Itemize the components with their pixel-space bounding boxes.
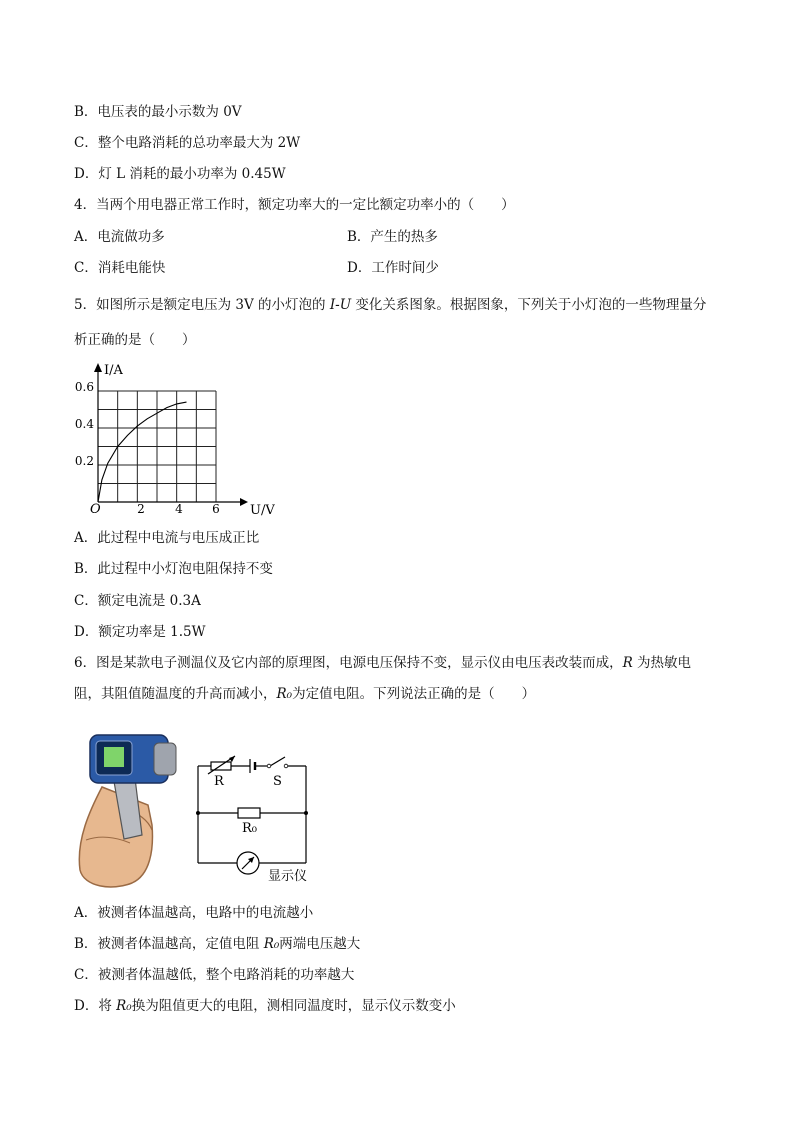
gun-sensor — [154, 743, 176, 775]
y-tick-label: 0.6 — [74, 380, 94, 394]
q4-stem: 4．当两个用电器正常工作时，额定功率大的一定比额定功率小的（ ） — [74, 197, 515, 213]
q6-stem: 6．图是某款电子测温仪及它内部的原理图，电源电压保持不变，显示仪由电压表改装而成，R 为热敏电 — [74, 655, 692, 671]
switch-s — [270, 757, 285, 766]
q6-option-c: C．被测者体温越低，整个电路消耗的功率越大 — [74, 967, 355, 983]
label-s: S — [273, 774, 282, 789]
q4-option-c: C．消耗电能快 — [74, 260, 166, 276]
q4-option-b: B．产生的热多 — [347, 229, 438, 245]
q6-option-a: A．被测者体温越高，电路中的电流越小 — [74, 905, 314, 921]
q5-option-d: D．额定功率是 1.5W — [74, 624, 206, 640]
q6-option-b: B．被测者体温越高，定值电阻 R₀两端电压越大 — [74, 936, 361, 952]
q4-option-d: D．工作时间少 — [347, 260, 439, 276]
x-axis-arrow — [240, 498, 248, 506]
q5-option-b: B．此过程中小灯泡电阻保持不变 — [74, 561, 273, 577]
y-tick-label: 0.2 — [74, 454, 94, 468]
origin-label: O — [90, 502, 101, 517]
y-axis-label: I/A — [104, 363, 123, 378]
graph-grid — [98, 391, 216, 502]
iu-graph — [70, 358, 275, 523]
iu-curve — [98, 402, 187, 502]
label-display: 显示仪 — [268, 869, 308, 884]
circuit-diagram — [190, 752, 325, 884]
q4-option-a: A．电流做功多 — [74, 229, 165, 245]
q3-option-b: B．电压表的最小示数为 0V — [74, 104, 242, 120]
q3-option-d: D．灯 L 消耗的最小功率为 0.45W — [74, 166, 286, 182]
x-tick-label: 6 — [212, 502, 220, 516]
gun-display — [104, 747, 124, 767]
x-tick-label: 4 — [175, 502, 183, 516]
y-tick-label: 0.4 — [74, 417, 94, 431]
thermometer-gun-image — [72, 725, 182, 895]
q5-stem-line2: 析正确的是（ ） — [74, 332, 196, 348]
q3-option-c: C．整个电路消耗的总功率最大为 2W — [74, 135, 301, 151]
resistor-r0 — [238, 808, 260, 818]
q5-option-c: C．额定电流是 0.3A — [74, 593, 201, 609]
label-r0: R₀ — [242, 821, 257, 836]
q6-option-d: D．将 R₀换为阻值更大的电阻，测相同温度时，显示仪示数变小 — [74, 998, 456, 1014]
x-tick-label: 2 — [137, 502, 145, 516]
x-axis-label: U/V — [250, 503, 275, 518]
label-r: R — [214, 774, 224, 789]
q5-option-a: A．此过程中电流与电压成正比 — [74, 530, 260, 546]
q5-stem: 5．如图所示是额定电压为 3V 的小灯泡的 I-U 变化关系图象。根据图象，下列关于小灯泡的一些物理量分 — [74, 297, 707, 313]
q6-stem-line2: 阻，其阻值随温度的升高而减小，R₀为定值电阻。下列说法正确的是（ ） — [74, 686, 536, 702]
y-axis-arrow — [94, 363, 102, 372]
hand-shape — [79, 787, 152, 887]
